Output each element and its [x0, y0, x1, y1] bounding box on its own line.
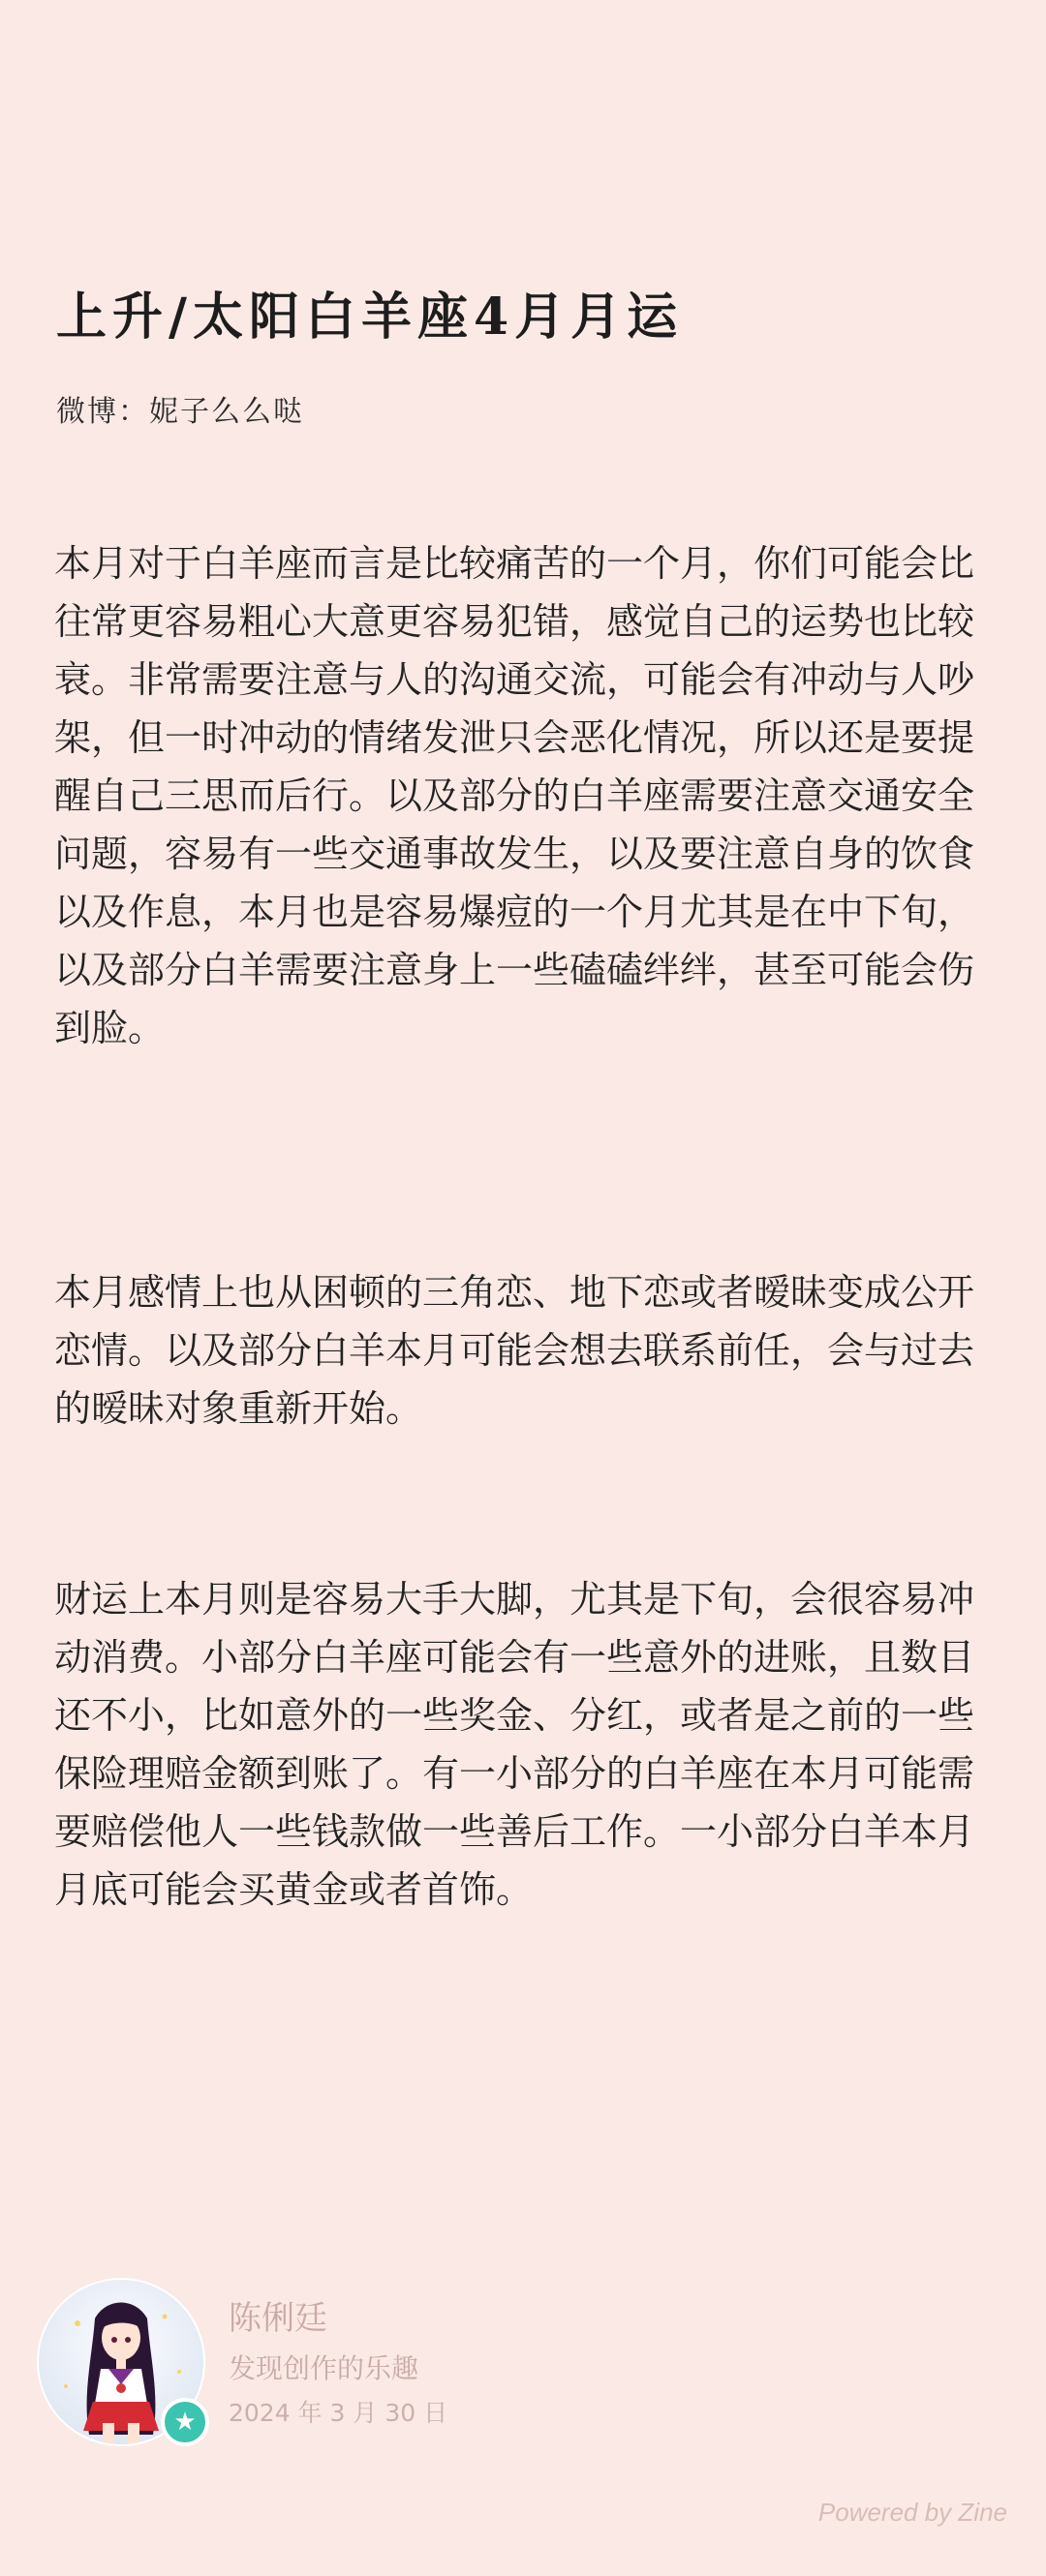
author-weibo-subtitle: 微博：妮子么么哒	[56, 395, 304, 429]
page-title: 上升/太阳白羊座4月月运	[56, 288, 684, 347]
publish-date: 2024 年 3 月 30 日	[229, 2399, 448, 2427]
powered-by-link[interactable]: Powered by Zine	[817, 2498, 1007, 2527]
star-icon: ★	[173, 2408, 197, 2437]
author-slogan: 发现创作的乐趣	[229, 2352, 419, 2384]
author-name[interactable]: 陈俐廷	[229, 2299, 327, 2338]
paragraph-wealth: 财运上本月则是容易大手大脚，尤其是下旬，会很容易冲动消费。小部分白羊座可能会有一些意外的进账，且数目还不小，比如意外的一些奖金、分红，或者是之前的一些保险理赔金额到账了。有一小部分的白羊座在本月可能需要赔偿他人一些钱款做一些善后工作。一小部分白羊本月月底可能会买黄金或者首饰。	[54, 1578, 975, 1911]
verified-badge	[161, 2398, 209, 2446]
author-card	[39, 2280, 620, 2454]
paragraph-general: 本月对于白羊座而言是比较痛苦的一个月，你们可能会比往常更容易粗心大意更容易犯错，感觉自己的运势也比较衰。非常需要注意与人的沟通交流，可能会有冲动与人吵架，但一时冲动的情绪发泄只会恶化情况，所以还是要提醒自己三思而后行。以及部分的白羊座需要注意交通安全问题，容易有一些交通事故发生，以及要注意自身的饮食以及作息，本月也是容易爆痘的一个月尤其是在中下旬，以及部分白羊需要注意身上一些磕磕绊绊，甚至可能会伤到脸。	[54, 542, 975, 1049]
paragraph-love: 本月感情上也从困顿的三角恋、地下恋或者暧昧变成公开恋情。以及部分白羊本月可能会想去联系前任，会与过去的暧昧对象重新开始。	[54, 1271, 975, 1430]
